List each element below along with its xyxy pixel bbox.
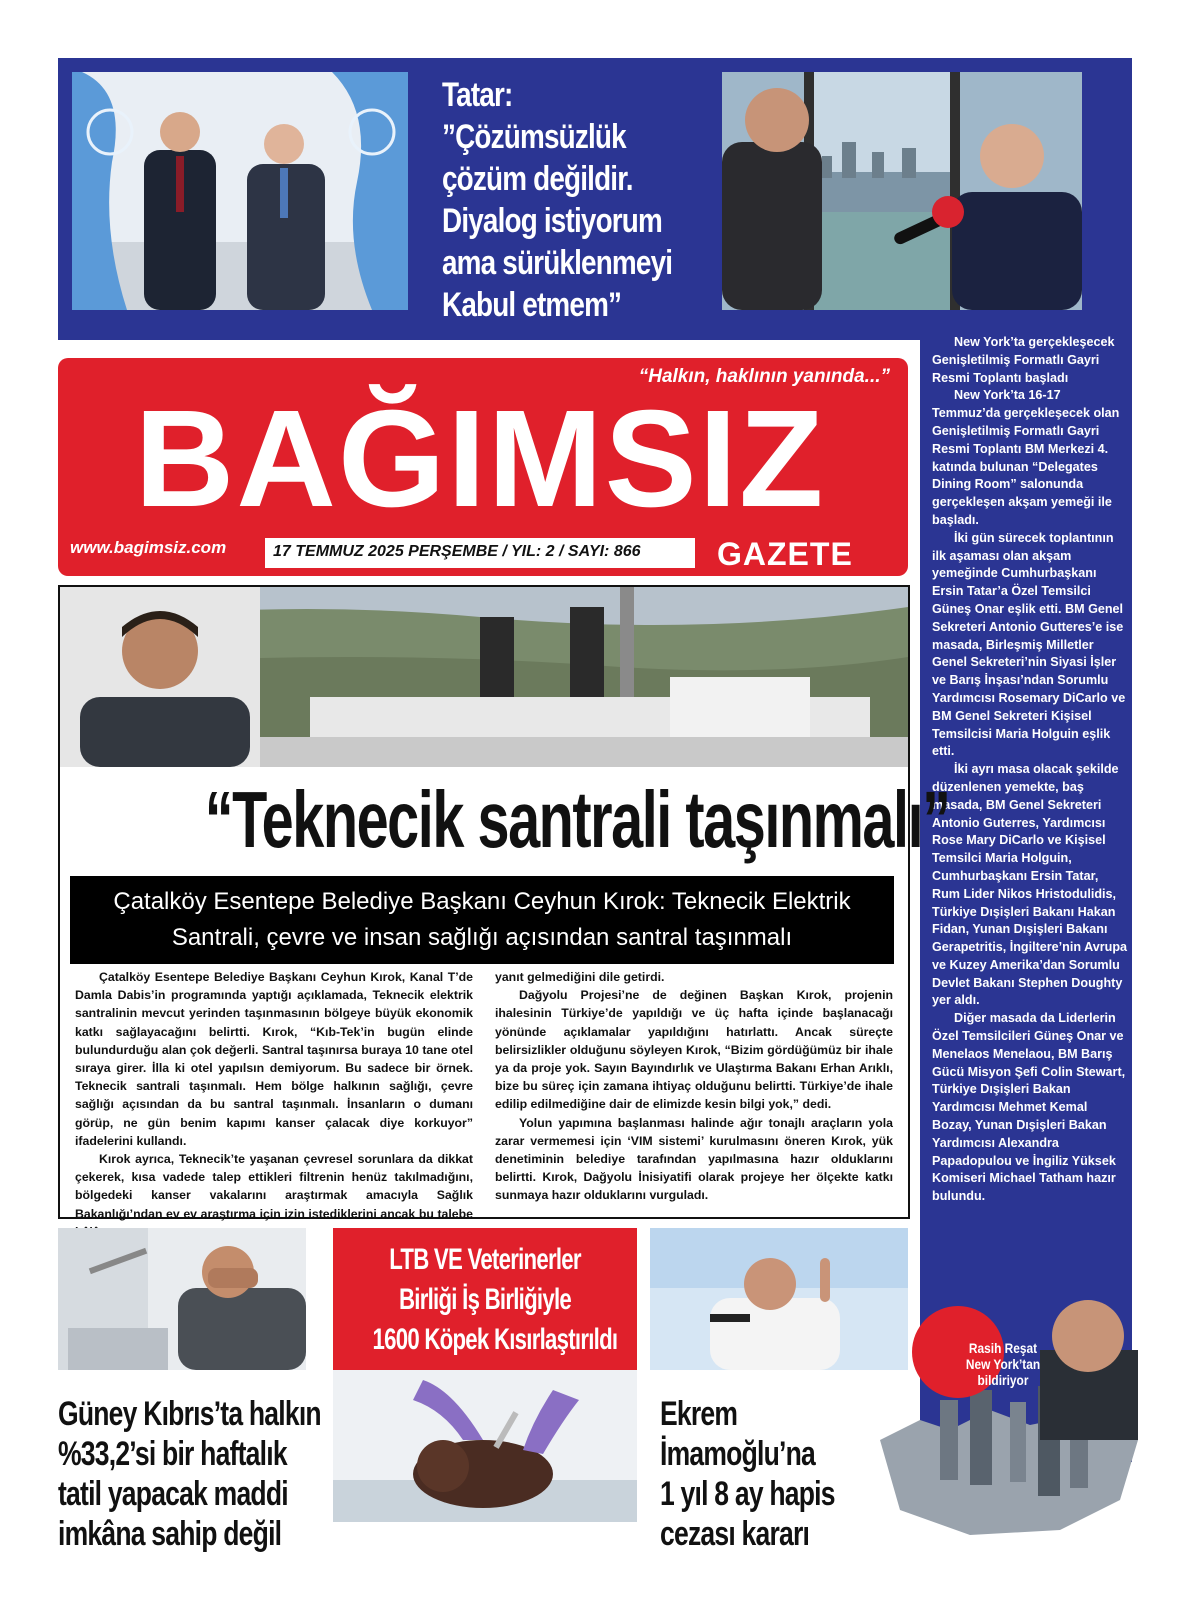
puppy-vet-photo bbox=[333, 1370, 637, 1522]
guney-headline-line: imkâna sahip değil bbox=[58, 1515, 282, 1553]
tatar-guterres-photo bbox=[72, 72, 408, 310]
sidebar-paragraph: Diğer masada da Liderlerin Özel Temsilcileri Güneş Onar ve Menelaos Menelaou, BM Barış Gücü Misyon Şefi Colin Stewart, Türkiye Dışişleri Bakan Yardımcısı Mehmet Kemal Bozay, Yunan Dışişleri Bakan Yardımcısı Alexandra Papadopulou ve İngiliz Yüksek Komiseri Michael Tatham hazır bulundu. bbox=[932, 1011, 1126, 1204]
tatar-headline-line: ama sürüklenmeyi bbox=[442, 244, 673, 282]
imamoglu-photo bbox=[650, 1228, 908, 1370]
main-body-right-column bbox=[495, 968, 893, 1205]
slogan: “Halkın, haklının yanında...” bbox=[638, 366, 890, 387]
subtitle-line: Çatalköy Esentepe Belediye Başkanı Ceyhun Kırok: Teknecik Elektrik bbox=[113, 888, 851, 915]
ltb-headline[interactable] bbox=[333, 1240, 637, 1360]
guney-headline-line: Güney Kıbrıs’ta halkın bbox=[58, 1395, 321, 1433]
holiday-stress-photo bbox=[58, 1228, 306, 1370]
ekrem-headline-line: 1 yıl 8 ay hapis bbox=[660, 1475, 835, 1513]
sidebar-article bbox=[932, 334, 1128, 1206]
sidebar-paragraph: İki gün sürecek toplantının ilk aşaması olan akşam yemeğinde Cumhurbaşkanı Ersin Tatar’a Özel Temsilci Güneş Onar eşlik etti. BM Genel Sekreteri Antonio Gutteres’e ise masada, Birleşmiş Milletler Genel Sekreteri’nin Siyasi İşler ve Barış İnşası’ndan Sorumlu Yardımcısı Rosemary DiCarlo ve BM Genel Sekreteri Kişisel Temsilcisi Maria Holguin eşlik etti. bbox=[932, 530, 1126, 759]
ekrem-headline-line: Ekrem bbox=[660, 1395, 738, 1433]
main-headline[interactable] bbox=[60, 770, 950, 870]
website-link[interactable]: www.bagimsiz.com bbox=[70, 538, 227, 557]
ekrem-headline-line: cezası kararı bbox=[660, 1515, 810, 1553]
tatar-headline-line: Diyalog istiyorum bbox=[442, 202, 662, 240]
body-paragraph: Dağyolu Projesi’ne de değinen Başkan Kırok, projenin ihalesinin Türkiye’de yapıldığı ve üç hafta içinde başlanacağı yönünde açıklamalar yapıldığını hatırlattı. Ancak süreçte belirsizlikler olduğunu söyleyen Kırok, “Bizim gördüğümüz bir ihale ya da proje yok. Sayın Bayındırlık ve Ulaştırma Bakanı Erhan Arıklı, bize bu süreç için zamana ihtiyaç olduğunu belirtti. Türkiye’de ihale edilip edilmediğine dair de elimizde kesin bilgi yok,” dedi. bbox=[495, 988, 893, 1112]
subtitle-line: Santrali, çevre ve insan sağlığı açısından santral taşınmalı bbox=[171, 924, 793, 951]
new-york-city-illustration bbox=[880, 1290, 1138, 1540]
main-headline-text: “Teknecik santrali taşınmalı” bbox=[204, 775, 950, 864]
interview-photo bbox=[722, 72, 1082, 310]
body-paragraph: Çatalköy Esentepe Belediye Başkanı Ceyhun Kırok, Kanal T’de Damla Dabis’in programında yaptığı açıklamada, Teknecik elektrik santralinin mevcut yerinden taşınmasının bölgeye büyük ekonomik katkı sağlayacağını belirtti. Kırok, “Kıb-Tek’in bugün elinde bulundurduğu alan çok değerli. Santral taşınırsa buraya 10 tane otel sıraya girer. İlla ki otel yapılsın demiyorum. Bu sadece bir örnek. Teknecik santrali taşınmalı. Hem bölge halkının sağlığı, çevre sağlığı açısından da bu santral taşınmalı. İnsanların o dumanı görüp, ne gün benim kapımı kanser çalacak diye korkuyor” ifadelerini kullandı. bbox=[75, 970, 473, 1148]
rasih-label-line: New York’tan bbox=[965, 1356, 1041, 1372]
body-paragraph: yanıt gelmediğini dile getirdi. bbox=[495, 970, 665, 984]
ekrem-headline-line: İmamoğlu’na bbox=[660, 1435, 815, 1473]
tatar-headline-line: Tatar: bbox=[442, 76, 513, 114]
ltb-headline-line: LTB VE Veterinerler bbox=[389, 1243, 581, 1276]
ltb-headline-line: Birliği İş Birliğiyle bbox=[399, 1283, 571, 1316]
body-paragraph: Kırok ayrıca, Teknecik’te yaşanan çevresel sorunlara da dikkat çekerek, kısa vadede talep ettikleri filtrenin henüz takılmadığını, bölgedeki kanser vakalarını araştırmak amacıyla Sağlık Bakanlığı’ndan ev ev araştırma için izin istediklerini ancak bu talebe bbox=[75, 1152, 473, 1221]
tatar-headline-line: çözüm değildir. bbox=[442, 160, 633, 198]
gazete-wordmark: GAZETE bbox=[717, 536, 853, 572]
ltb-headline-line: 1600 Köpek Kısırlaştırıldı bbox=[372, 1323, 618, 1356]
main-body-left-column bbox=[75, 968, 473, 1241]
tatar-headline-line: ”Çözümsüzlük bbox=[442, 118, 626, 156]
guney-headline[interactable] bbox=[58, 1394, 358, 1554]
rasih-label-line: bildiriyor bbox=[977, 1372, 1029, 1388]
rasih-resat-label[interactable] bbox=[948, 1340, 1058, 1388]
rasih-label-line: Rasih Reşat bbox=[968, 1340, 1038, 1356]
newspaper-logo[interactable]: BAĞIMSIZ bbox=[134, 382, 826, 536]
body-paragraph: Yolun yapımına başlanması halinde ağır tonajlı araçların yola zarar vermemesi için ‘VIM sistemi’ kurulmasını öneren Kırok, yük denetiminin belediye tarafından yapılmasına hazır olduklarını belirtti. Kırok, Dağyolu İnisiyatifi olarak projeye her ölçekte katkı sunmaya hazır olduklarını vurguladı. bbox=[495, 1115, 893, 1203]
sidebar-paragraph: New York’ta 16-17 Temmuz’da gerçekleşecek olan Genişletilmiş Formatlı Gayri Resmi Toplantı BM Merkezi 4. katında bulunan “Delegates Dining Room” salonunda gerçekleşen akşam yemeği ile başladı. bbox=[932, 388, 1120, 527]
tatar-headline-line: Kabul etmem” bbox=[442, 286, 622, 324]
sidebar-paragraph: New York’ta gerçekleşecek Genişletilmiş Formatlı Gayri Resmi Toplantı başladı bbox=[932, 335, 1115, 385]
main-subtitle bbox=[80, 884, 884, 956]
issue-date: 17 TEMMUZ 2025 PERŞEMBE / YIL: 2 / SAYI: 866 bbox=[273, 543, 641, 560]
ekrem-headline[interactable] bbox=[660, 1394, 910, 1554]
teknecik-power-plant-photo bbox=[60, 587, 908, 767]
tatar-headline[interactable] bbox=[442, 74, 732, 326]
sidebar-paragraph: İki ayrı masa olacak şekilde düzenlenen yemekte, baş masada, BM Genel Sekreteri Antonio Guterres, Yardımcısı Rose Mary DiCarlo ve Kişisel Temsilci Maria Holguin, Cumhurbaşkanı Ersin Tatar, Rum Lider Nikos Hristodulidis, Türkiye Dışişleri Bakanı Hakan Fidan, Yunan Dışişleri Bakanı Gerapetritis, İngiltere’nin Avrupa ve Kuzey Amerika’dan Sorumlu Devlet Bakanı Stephen Doughty yer aldı. bbox=[932, 762, 1128, 1008]
guney-headline-line: %33,2’si bir haftalık bbox=[58, 1435, 287, 1473]
guney-headline-line: tatil yapacak maddi bbox=[58, 1475, 288, 1513]
